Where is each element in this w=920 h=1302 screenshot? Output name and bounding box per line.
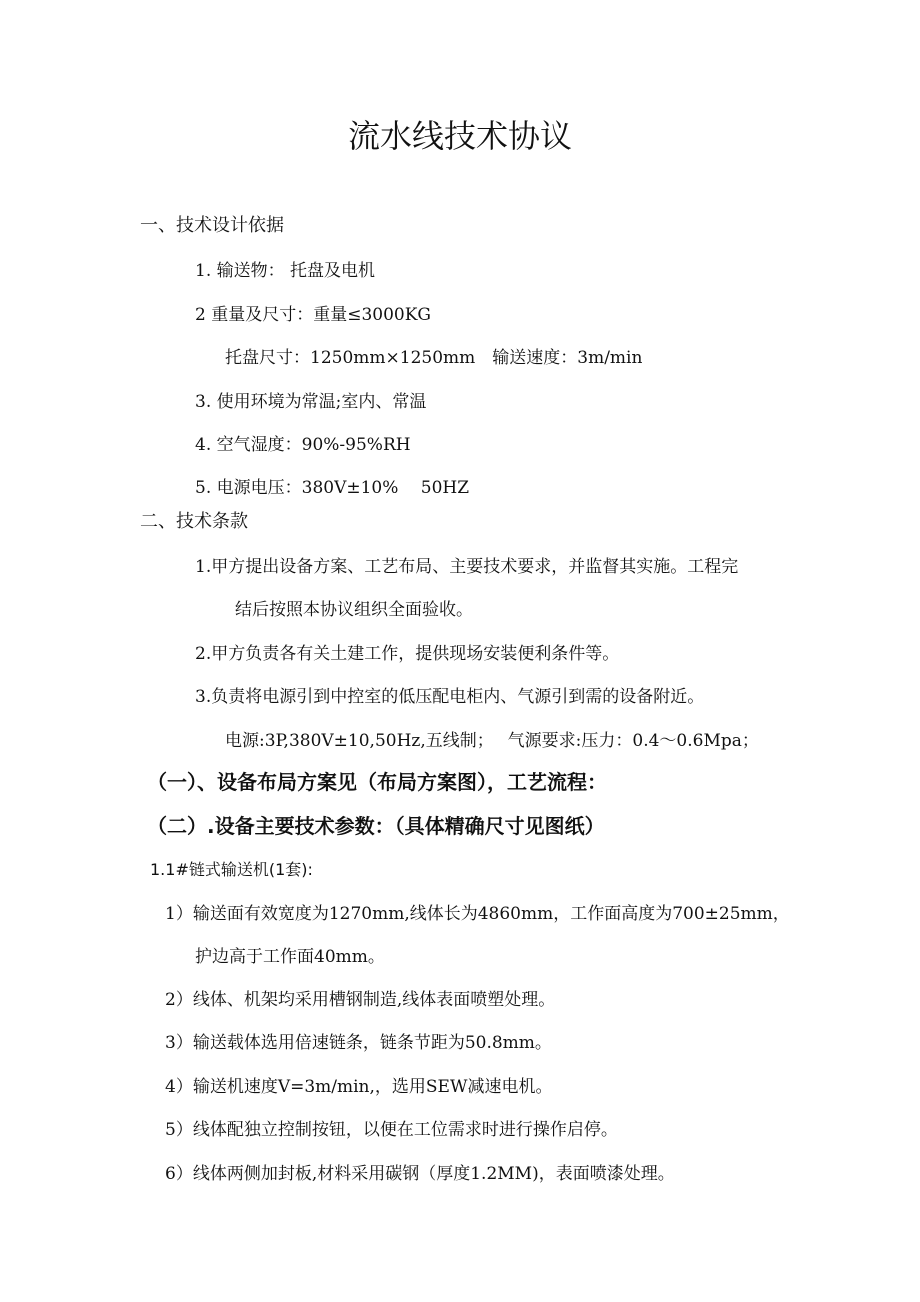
spec-item: 5）线体配独立控制按钮，以便在工位需求时进行操作启停。 — [165, 1120, 618, 1140]
design-basis-item: 2 重量及尺寸：重量≤3000KG — [195, 305, 432, 325]
design-basis-item: 托盘尺寸：1250mm×1250mm 输送速度：3m/min — [225, 348, 643, 368]
spec-item: 1）输送面有效宽度为1270mm,线体长为4860mm，工作面高度为700±25mm， — [165, 904, 790, 924]
section-heading-technical-terms: 二、技术条款 — [140, 511, 248, 532]
spec-item: 护边高于工作面40mm。 — [195, 947, 385, 967]
main-parameters-heading: （二）.设备主要技术参数：（具体精确尺寸见图纸） — [147, 814, 605, 838]
design-basis-item: 1. 输送物： 托盘及电机 — [195, 261, 376, 281]
spec-item: 6）线体两侧加封板,材料采用碳钢（厚度1.2MM)，表面喷漆处理。 — [165, 1164, 675, 1184]
technical-term-item: 1.甲方提出设备方案、工艺布局、主要技术要求，并监督其实施。工程完 — [195, 557, 739, 577]
document-title: 流水线技术协议 — [347, 117, 572, 155]
layout-plan-heading: （一）、设备布局方案见（布局方案图），工艺流程： — [147, 770, 607, 794]
technical-term-item: 2.甲方负责各有关土建工作，提供现场安装便利条件等。 — [195, 644, 620, 664]
design-basis-item: 4. 空气湿度：90%-95%RH — [195, 435, 411, 455]
spec-item: 2）线体、机架均采用槽钢制造,线体表面喷塑处理。 — [165, 990, 556, 1010]
design-basis-item: 3. 使用环境为常温;室内、常温 — [195, 392, 427, 412]
spec-item: 4）输送机速度V=3m/min,，选用SEW减速电机。 — [165, 1077, 553, 1097]
design-basis-item: 5. 电源电压：380V±10% 50HZ — [195, 478, 470, 498]
section-heading-design-basis: 一、技术设计依据 — [140, 215, 284, 236]
technical-term-item: 3.负责将电源引到中控室的低压配电柜内、气源引到需的设备附近。 — [195, 687, 705, 707]
spec-item: 3）输送载体选用倍速链条，链条节距为50.8mm。 — [165, 1033, 552, 1053]
technical-term-item: 结后按照本协议组织全面验收。 — [235, 600, 473, 620]
chain-conveyor-heading: 1.1#链式输送机(1套): — [150, 860, 313, 879]
technical-term-item: 电源:3P,380V±10,50Hz,五线制； 气源要求:压力：0.4～0.6Mpa； — [225, 731, 759, 751]
